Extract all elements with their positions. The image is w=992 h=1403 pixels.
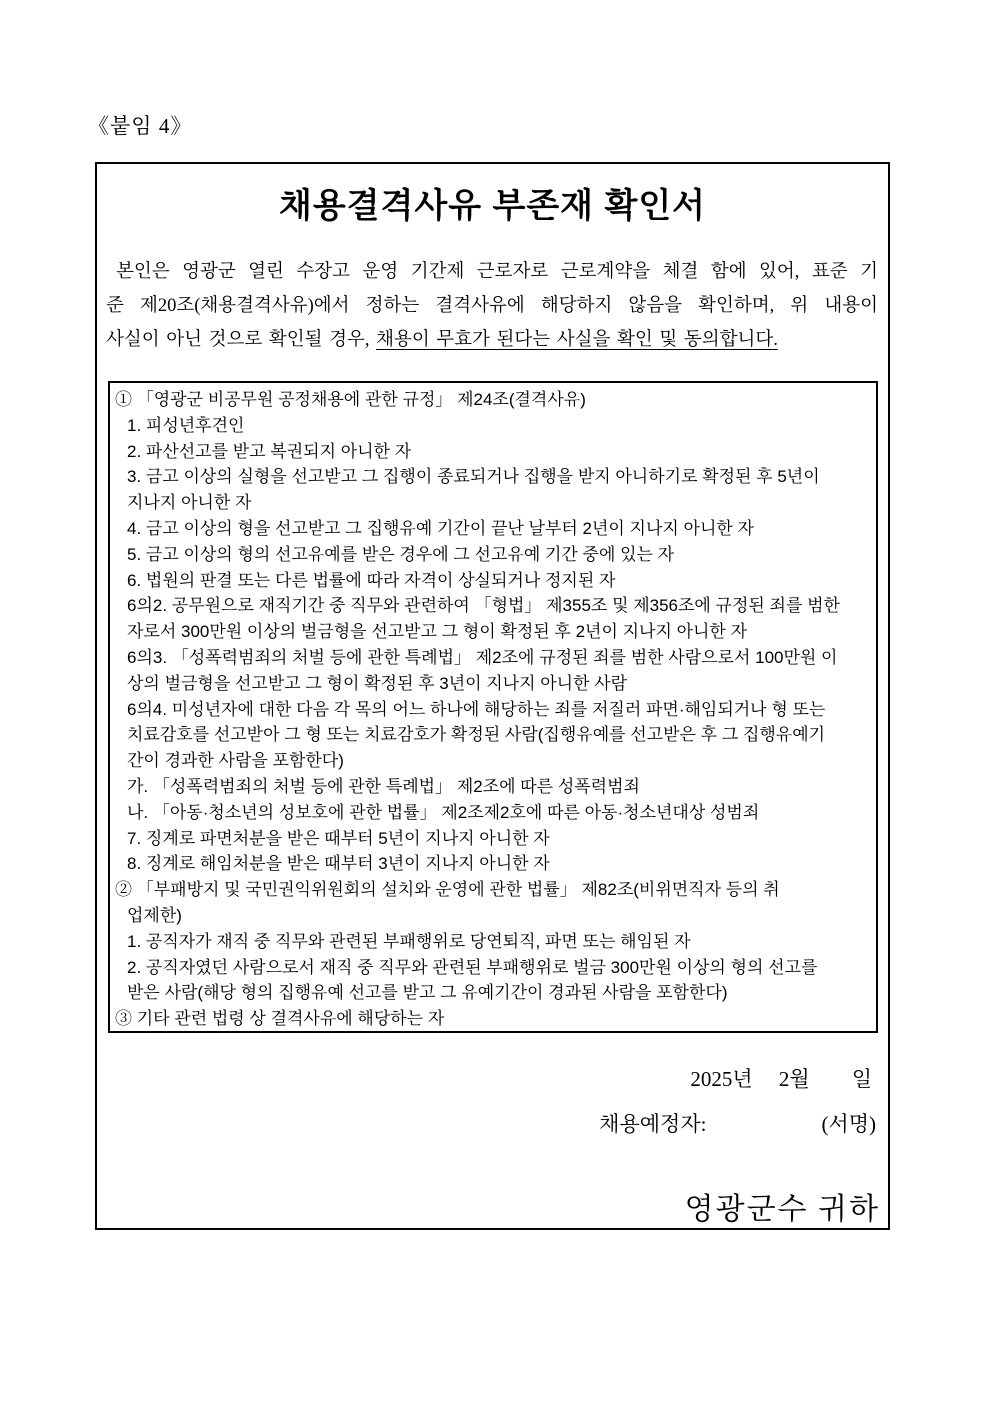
criteria-line: ① 「영광군 비공무원 공정채용에 관한 규정」 제24조(결격사유) — [115, 390, 586, 409]
criteria-line: 6의2. 공무원으로 재직기간 중 직무와 관련하여 「형법」 제355조 및 제356조에 규정된 죄를 범한 — [127, 596, 840, 616]
intro-paragraph — [106, 255, 878, 357]
criteria-line: 6. 법원의 판결 또는 다른 법률에 따라 자격이 상실되거나 정지된 자 — [127, 570, 616, 590]
criteria-line: ③ 기타 관련 법령 상 결격사유에 해당하는 자 — [115, 1009, 445, 1029]
form-outer-box — [95, 162, 890, 1230]
criteria-line: 3. 금고 이상의 실형을 선고받고 그 집행이 종료되거나 집행을 받지 아니하기로 확정된 후 5년이 — [127, 467, 820, 487]
criteria-line: 상의 벌금형을 선고받고 그 형이 확정된 후 3년이 지나지 아니한 사람 — [127, 673, 628, 693]
criteria-box — [108, 381, 878, 1033]
criteria-line: 2. 파산선고를 받고 복권되지 아니한 자 — [127, 441, 412, 461]
addressee: 영광군수 귀하 — [684, 1193, 880, 1226]
form-title: 채용결격사유 부존재 확인서 — [278, 187, 707, 225]
criteria-line: 지나지 아니한 자 — [127, 493, 252, 513]
criteria-line: 자로서 300만원 이상의 벌금형을 선고받고 그 형이 확정된 후 2년이 지나지 아니한 자 — [127, 622, 747, 642]
criteria-line: 2. 공직자였던 사람으로서 재직 중 직무와 관련된 부패행위로 벌금 300만원 이상의 형의 선고를 — [127, 957, 818, 977]
signature-date: 2025년 2월 일 — [690, 1067, 872, 1091]
criteria-list — [110, 387, 870, 1032]
criteria-line: 받은 사람(해당 형의 집행유예 선고를 받고 그 유예기간이 경과된 사람을 포함한다) — [127, 983, 728, 1003]
criteria-line: 치료감호를 선고받아 그 형 또는 치료감호가 확정된 사람(집행유예를 선고받은 후 그 집행유예기 — [127, 725, 826, 745]
criteria-line: 1. 공직자가 재직 중 직무와 관련된 부패행위로 당연퇴직, 파면 또는 해임된 자 — [127, 931, 691, 951]
criteria-line: 가. 「성폭력범죄의 처벌 등에 관한 특례법」 제2조에 따른 성폭력범죄 — [127, 776, 640, 796]
criteria-line: 1. 피성년후견인 — [127, 415, 245, 435]
criteria-line: 4. 금고 이상의 형을 선고받고 그 집행유예 기간이 끝난 날부터 2년이 지나지 아니한 자 — [127, 518, 754, 538]
criteria-line: 6의4. 미성년자에 대한 다음 각 목의 어느 하나에 해당하는 죄를 저질러 파면·해임되거나 형 또는 — [127, 699, 826, 719]
intro-line-3-text: 사실이 아닌 것으로 확인될 경우, — [106, 330, 377, 350]
intro-line-3 — [106, 323, 878, 357]
criteria-line: 6의3. 「성폭력범죄의 처벌 등에 관한 특례법」 제2조에 규정된 죄를 범한 사람으로서 100만원 이 — [127, 647, 838, 667]
intro-line-2: 준 제20조(채용결격사유)에서 정하는 결격사유에 해당하지 않음을 확인하며, 위 내용이 — [106, 296, 878, 316]
underlined-statement: 채용이 무효가 된다는 사실을 확인 및 동의합니다. — [376, 330, 778, 350]
criteria-line: 나. 「아동·청소년의 성보호에 관한 법률」 제2조제2호에 따른 아동·청소년대상 성범죄 — [127, 802, 760, 822]
signature-line — [97, 1108, 888, 1138]
criteria-line: 간이 경과한 사람을 포함한다) — [127, 751, 344, 771]
signature-mark: (서명) — [821, 1112, 876, 1136]
criteria-line: ② 「부패방지 및 국민권익위원회의 설치와 운영에 관한 법률」 제82조(비위면직자 등의 취 — [115, 880, 780, 900]
intro-line-1: 본인은 영광군 열린 수장고 운영 기간제 근로자로 근로계약을 체결 함에 있어, 표준 기 — [116, 262, 878, 282]
attachment-label: 《붙임 4》 — [88, 114, 193, 138]
signer-label: 채용예정자: — [599, 1112, 707, 1136]
criteria-line: 업제한) — [127, 905, 182, 925]
criteria-line: 8. 징계로 해임처분을 받은 때부터 3년이 지나지 아니한 자 — [127, 854, 550, 874]
criteria-line: 7. 징계로 파면처분을 받은 때부터 5년이 지나지 아니한 자 — [127, 828, 550, 848]
criteria-line: 5. 금고 이상의 형의 선고유예를 받은 경우에 그 선고유예 기간 중에 있는 자 — [127, 544, 675, 564]
